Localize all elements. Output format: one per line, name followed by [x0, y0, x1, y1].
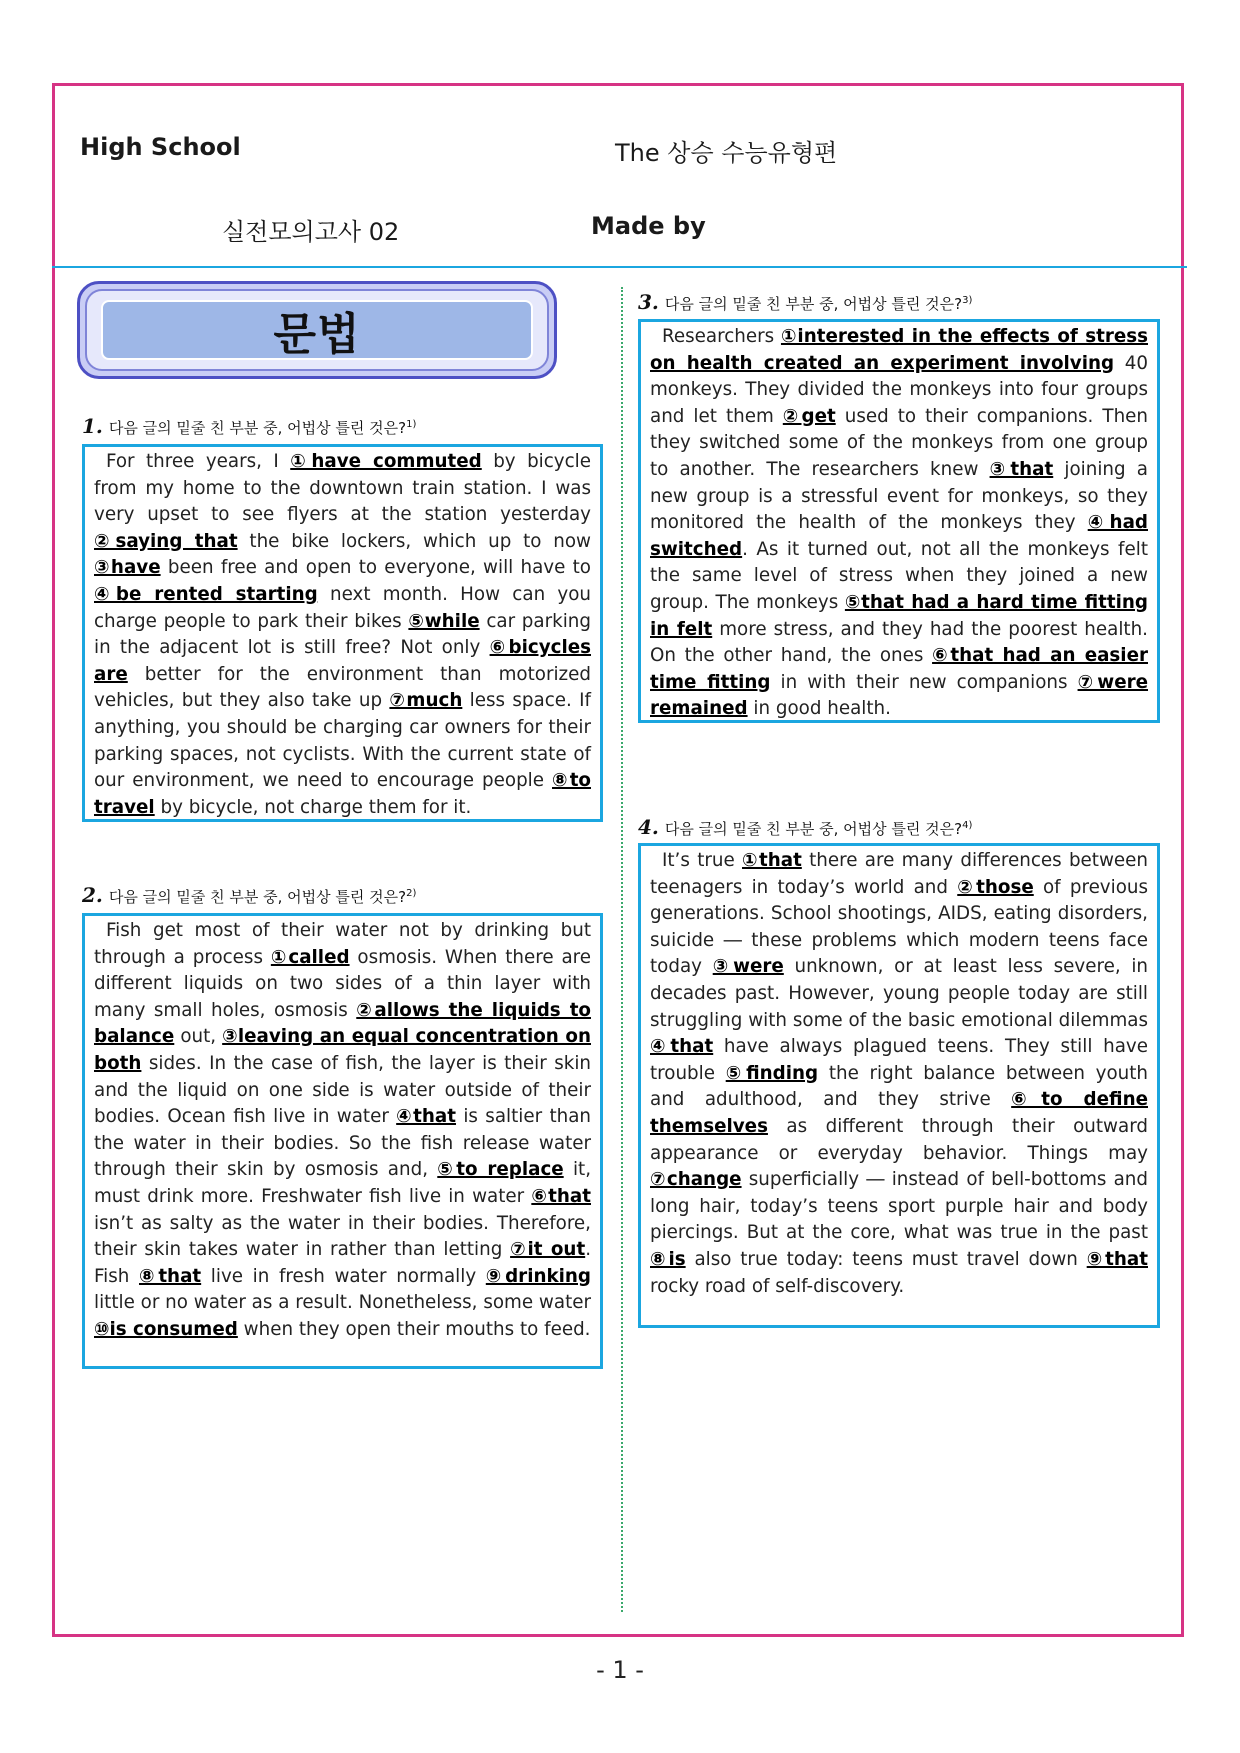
- question-prompt: 다음 글의 밑줄 친 부분 중, 어법상 틀린 것은?: [664, 820, 963, 838]
- answer-choice: ③have: [94, 557, 161, 579]
- question-3-label: [638, 290, 972, 314]
- answer-choice: ⑩is consumed: [94, 1318, 238, 1340]
- answer-choice: ③were: [712, 956, 784, 978]
- answer-choice: ②get: [782, 405, 836, 427]
- answer-choice: ①that: [742, 850, 802, 871]
- answer-choice: ⑥bicycles are: [94, 637, 591, 685]
- question-4-passage: [638, 843, 1160, 1328]
- answer-choice: ⑨that: [1086, 1248, 1148, 1270]
- header-exam-title: 실전모의고사 02: [222, 218, 400, 246]
- answer-choice: ②saying that: [94, 530, 238, 552]
- answer-choice: ③leaving an equal concentration on both: [94, 1026, 591, 1074]
- header-made-by: Made by: [591, 212, 706, 240]
- header-divider: [52, 266, 1187, 268]
- header-school: High School: [80, 133, 241, 161]
- answer-choice: ⑦much: [389, 690, 463, 712]
- footnote-marker: 4): [962, 820, 973, 831]
- header-book-title: The 상승 수능유형편: [615, 139, 838, 167]
- answer-choice: ⑥to define themselves: [650, 1089, 1148, 1137]
- answer-choice: ⑥that: [531, 1185, 591, 1207]
- answer-choice: ①have commuted: [290, 451, 482, 472]
- answer-choice: ④that: [650, 1036, 714, 1058]
- footnote-marker: 3): [962, 295, 973, 306]
- question-number: 3.: [638, 290, 659, 314]
- question-number: 2.: [82, 883, 103, 907]
- answer-choice: ⑦change: [650, 1169, 742, 1191]
- passage-text: It’s true ①that there are many differences between teenagers in today’s world and ②those of previous generations. School shootings, AIDS, eating disorders, suicide ― these problems which modern teens face today ③were unknown, or at least less severe, in decades past. However, young people today are still struggling with some of the basic emotional dilemmas ④that have always plagued teens. They still have trouble ⑤finding the right balance between youth and adulthood, and they strive ⑥to define themselves as different through their outward appearance or everyday behavior. Things may ⑦change superficially ― instead of bell-bottoms and long hair, today’s teens sport purple hair and body piercings. But at the core, what was true in the past ⑧is also true today: teens must travel down ⑨that rocky road of self-discovery.: [650, 850, 1149, 1297]
- footnote-marker: 2): [406, 888, 417, 899]
- footnote-marker: 1): [406, 419, 417, 430]
- question-4-label: [638, 815, 972, 839]
- question-2-passage: [82, 913, 603, 1369]
- question-1-passage: [82, 444, 603, 822]
- answer-choice: ①called: [270, 946, 350, 968]
- section-badge: [77, 281, 557, 379]
- question-1-label: [82, 414, 416, 438]
- question-3-passage: [638, 319, 1160, 723]
- question-2-label: [82, 883, 416, 907]
- column-divider: [621, 287, 623, 1612]
- answer-choice: ②allows the liquids to balance: [94, 999, 591, 1048]
- question-number: 4.: [638, 815, 659, 839]
- answer-choice: ③that: [989, 458, 1054, 480]
- answer-choice: ⑧is: [650, 1248, 686, 1270]
- question-prompt: 다음 글의 밑줄 친 부분 중, 어법상 틀린 것은?: [108, 419, 407, 437]
- question-prompt: 다음 글의 밑줄 친 부분 중, 어법상 틀린 것은?: [108, 888, 407, 906]
- answer-choice: ②those: [957, 876, 1034, 898]
- answer-choice: ①interested in the effects of stress on health created an experiment involving: [650, 326, 1148, 374]
- answer-choice: ⑤that had a hard time fitting in felt: [650, 591, 1148, 640]
- question-number: 1.: [82, 414, 103, 438]
- answer-choice: ⑧to travel: [94, 770, 591, 818]
- answer-choice: ⑨drinking: [485, 1265, 592, 1287]
- passage-text: Fish get most of their water not by drinking but through a process ①called osmosis. When there are different liquids on two sides of a thin layer with many small holes, osmosis ②allows the liquids to balance out, ③leaving an equal concentration on both sides. In the case of fish, the layer is their skin and the liquid on one side is water outside of their bodies. Ocean fish live in water ④that is saltier than the water in their bodies. So the fish release water through their skin by osmosis and, ⑤to replace it, must drink more. Freshwater fish live in water ⑥that isn’t as salty as the water in their bodies. Therefore, their skin takes water in rather than letting ⑦it out. Fish ⑧that live in fresh water normally ⑨drinking little or no water as a result. Nonetheless, some water ⑩is consumed when they open their mouths to feed.: [94, 920, 592, 1340]
- section-title: 문법: [273, 309, 361, 360]
- answer-choice: ⑥that had an easier time fitting: [650, 645, 1148, 693]
- answer-choice: ⑦it out: [510, 1239, 586, 1261]
- answer-choice: ⑦were remained: [650, 671, 1149, 720]
- page-number: - 1 -: [596, 1656, 644, 1684]
- passage-text: For three years, I ①have commuted by bicycle from my home to the downtown train station. I was very upset to see flyers at the station yesterday ②saying that the bike lockers, which up to now ③have been free and open to everyone, will have to ④be rented starting next month. How can you charge people to park their bikes ⑤while car parking in the adjacent lot is still free? Not only ⑥bicycles are better for the environment than motorized vehicles, but they also take up ⑦much less space. If anything, you should be charging car owners for their parking spaces, not cyclists. With the current state of our environment, we need to encourage people ⑧to travel by bicycle, not charge them for it.: [94, 451, 591, 818]
- answer-choice: ⑧that: [139, 1265, 202, 1287]
- answer-choice: ④had switched: [650, 512, 1148, 560]
- answer-choice: ⑤to replace: [437, 1159, 564, 1181]
- passage-text: Researchers ①interested in the effects of stress on health created an experiment involving 40 monkeys. They divided the monkeys into four groups and let them ②get used to their companions. Then they switched some of the monkeys from one group to another. The researchers knew ③that joining a new group is a stressful event for monkeys, so they monitored the health of the monkeys they ④had switched. As it turned out, not all the monkeys felt the same level of stress when they joined a new group. The monkeys ⑤that had a hard time fitting in felt more stress, and they had the poorest health. On the other hand, the ones ⑥that had an easier time fitting in with their new companions ⑦were remained in good health.: [650, 326, 1149, 720]
- answer-choice: ④that: [396, 1106, 457, 1128]
- answer-choice: ④be rented starting: [94, 583, 318, 605]
- question-prompt: 다음 글의 밑줄 친 부분 중, 어법상 틀린 것은?: [664, 295, 963, 313]
- answer-choice: ⑤finding: [725, 1062, 819, 1084]
- answer-choice: ⑤while: [408, 610, 480, 632]
